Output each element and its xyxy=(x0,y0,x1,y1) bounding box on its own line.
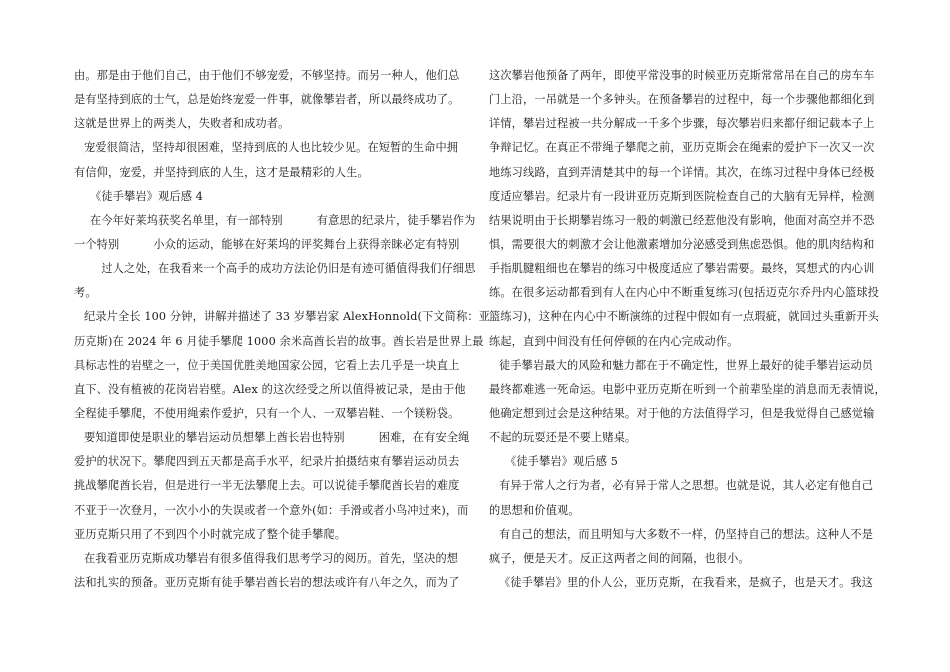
text-line: 全程徒手攀爬，不使用绳索作爱护，只有一个人、一双攀岩鞋、一个镁粉袋。 xyxy=(74,406,460,420)
text-line: 这次攀岩他预备了两年，即使平常没事的时候亚历克斯常常吊在自己的房车车 xyxy=(489,69,875,82)
text-line: 他确定想到过会是这种结果。对于他的方法值得学习，但是我觉得自己感觉输 xyxy=(489,406,875,420)
text-line: 不起的玩耍还是不要上赌桌。 xyxy=(489,431,637,445)
text-line: 具标志性的岩壁之一，位于美国优胜美地国家公园，它看上去几乎是一块直上 xyxy=(74,358,460,372)
text-line: 练起，直到中间没有任何停顿的在内心完成动作。 xyxy=(489,334,739,348)
text-line: 由。那是由于他们自己，由于他们不够宠爱，不够坚持。而另一种人，他们总 xyxy=(74,69,460,82)
text-line: 门上沿，一吊就是一个多钟头。在预备攀岩的过程中，每一个步骤他都细化到 xyxy=(489,93,875,107)
text-line: 过人之处，在我看来一个高手的成功方法论仍旧是有迹可循值得我们仔细思 xyxy=(90,262,476,276)
text-line: 要知道即使是职业的攀岩运动员想攀上酋长岩也特别 困难，在有安全绳 xyxy=(84,431,470,445)
text-line: 直下、没有植被的花岗岩岩壁。Alex 的这次经受之所以值得被记录，是由于他 xyxy=(74,382,466,396)
text-line: 疯子，便是天才。反正这两者之间的间隔，也很小。 xyxy=(489,551,750,565)
text-line: 手指肌腱粗细也在攀岩的练习中极度适应了攀岩需要。最终，冥想式的内心训 xyxy=(489,262,875,276)
text-line: 纪录片全长 100 分钟，讲解并描述了 33 岁攀岩家 AlexHonnold(下文简称：亚 xyxy=(84,310,491,324)
text-line: 争辩记忆。在真正不带绳子攀爬之前，亚历克斯会在绳索的爱护下一次又一次 xyxy=(489,141,875,155)
text-line: 是有坚持到底的士气，总是始终宠爱一件事，就像攀岩者，所以最终成功了。 xyxy=(74,93,460,107)
text-line: 爱护的状况下。攀爬四到五天都是高手水平，纪录片拍摄结束有攀岩运动员去 xyxy=(74,455,460,469)
text-line: 在今年好莱坞获奖名单里，有一部特别 有意思的纪录片，徒手攀岩作为 xyxy=(90,213,476,227)
text-line: 惧，需要很大的刺激才会让他激素增加分泌感受到焦虑恐惧。他的肌肉结构和 xyxy=(489,237,875,251)
text-line: 有信仰，宠爱，并坚持到底的人生，这才是最精彩的人生。 xyxy=(74,165,369,179)
text-line: 《徒手攀岩》里的仆人公，亚历克斯，在我看来，是疯子，也是天才。我这 xyxy=(499,575,874,589)
text-line: 度适应攀岩。纪录片有一段讲亚历克斯到医院检查自己的大脑有无异样，检测 xyxy=(489,189,875,203)
text-line: 结果说明由于长期攀岩练习一般的刺激已经惹他没有影响，他面对高空并不恐 xyxy=(489,213,875,227)
text-line: 徒手攀岩最大的风险和魅力都在于不确定性，世界上最好的徒手攀岩运动员 xyxy=(499,358,874,372)
text-line: 这就是世界上的两类人，失败者和成功者。 xyxy=(74,117,290,131)
text-line: 宠爱很简洁，坚持却很困难，坚持到底的人也比较少见。在短暂的生命中拥 xyxy=(84,141,459,155)
text-line: 最终都难逃一死命运。电影中亚历克斯在听到一个前辈坠崖的消息而无表情说， xyxy=(489,382,886,396)
text-line: 《徒手攀岩》观后感 4 xyxy=(90,189,204,203)
text-line: 详情，攀岩过程被一共分解成一千多个步骤，每次攀岩归来都仔细记载本子上 xyxy=(489,117,875,131)
left-text-column xyxy=(74,64,491,595)
text-line: 法和扎实的预备。亚历克斯有徒手攀岩酋长岩的想法或许有八年之久，而为了 xyxy=(74,575,460,589)
text-line: 有异于常人之行为者，必有异于常人之思想。也就是说，其人必定有他自己 xyxy=(499,479,874,493)
text-line: 在我看亚历克斯成功攀岩有很多值得我们思考学习的阅历。首先，坚决的想 xyxy=(84,551,459,565)
text-line: 练。在很多运动都看到有人在内心中不断重复练习(包括迈克尔乔丹内心篮球投 xyxy=(489,286,879,300)
text-line: 篮练习)，这种在内心中不断演练的过程中假如有一点瑕疵，就回过头重新开头 xyxy=(489,310,879,324)
text-line: 地练习线路，直到弄清楚其中的每一个详情。其次，在练习过程中身体已经极 xyxy=(489,165,875,179)
text-line: 考。 xyxy=(74,286,97,300)
text-line: 亚历克斯只用了不到四个小时就完成了整个徒手攀爬。 xyxy=(74,527,347,541)
text-line: 的思想和价值观。 xyxy=(489,503,580,517)
text-line: 历克斯)在 2024 年 6 月徒手攀爬 1000 余米高酋长岩的故事。酋长岩是世界上最 xyxy=(74,334,484,348)
text-line: 一个特别 小众的运动，能够在好莱坞的评奖舞台上获得亲睐必定有特别 xyxy=(74,237,460,251)
right-text-column xyxy=(489,64,886,595)
text-line: 有自己的想法，而且明知与大多数不一样，仍坚持自己的想法。这种人不是 xyxy=(499,527,874,541)
text-line: 不亚于一次登月，一次小小的失误或者一个意外(如：手滑或者小鸟冲过来)，而 xyxy=(74,503,469,517)
text-line: 《徒手攀岩》观后感 5 xyxy=(505,455,619,469)
text-line: 挑战攀爬酋长岩，但是进行一半无法攀爬上去。可以说徒手攀爬酋长岩的难度 xyxy=(74,479,460,493)
